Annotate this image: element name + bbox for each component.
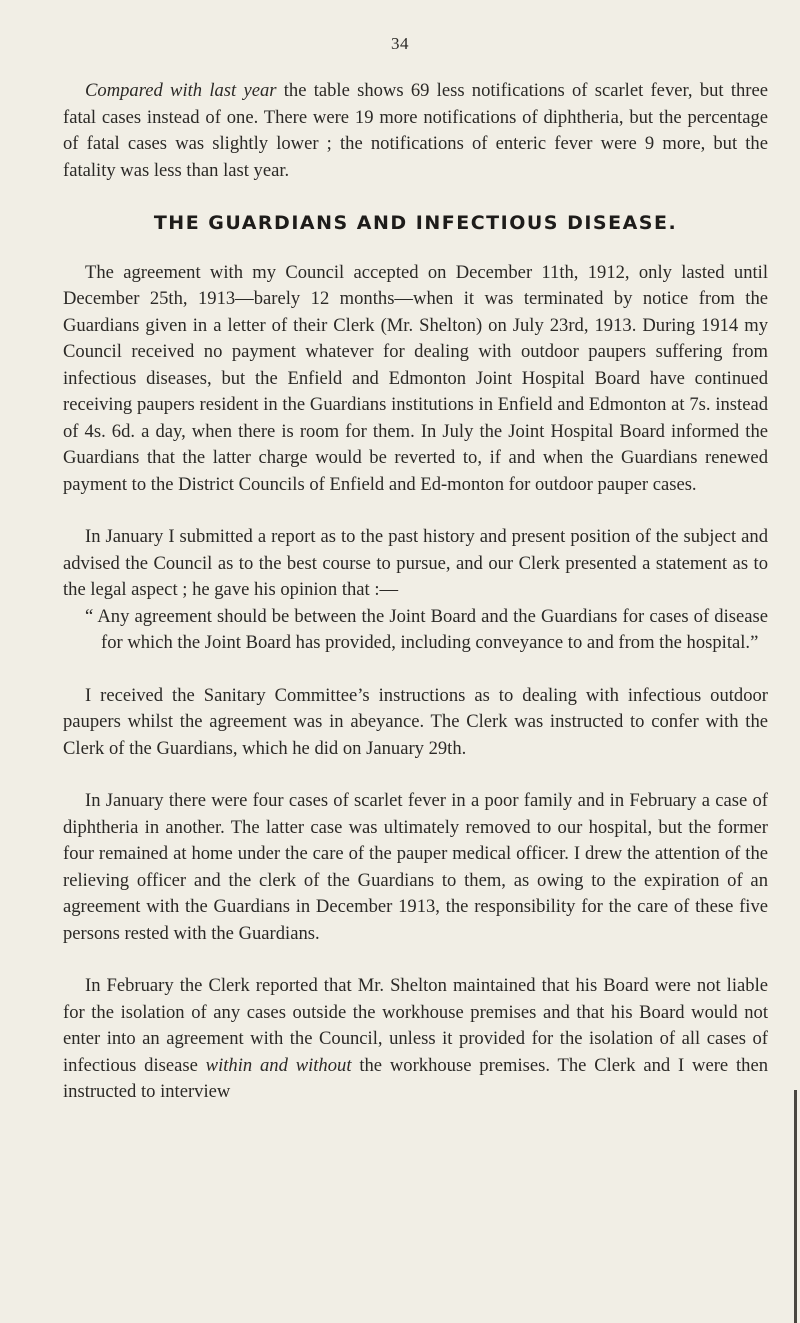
page-body (63, 78, 768, 1106)
section-heading: THE GUARDIANS AND INFECTIOUS DISEASE. (153, 212, 678, 234)
block-quote: “ Any agreement should be between the Joint Board and the Guardians for cases of disease for which the Joint Board has provided, including conveyance to and from the hospital.” (85, 605, 768, 653)
paragraph-agreement: The agreement with my Council accepted on December 11th, 1912, only lasted until December 25th, 1913—barely 12 months—when it was terminated by notice from the Guardians given in a letter of their Clerk (Mr. Shelton) on July 23rd, 1913. During 1914 my Council received no payment whatever for dealing with outdoor paupers suffering from infectious diseases, but the Enfield and Edmonton Joint Hospital Board have continued receiving paupers resident in the Guardians institutions in Enfield and Edmonton at 7s. instead of 4s. 6d. a day, when there is room for them. In July the Joint Hospital Board informed the Guardians that the latter charge would be reverted to, if and when the Guardians renewed payment to the District Councils of Enfield and Ed-monton for outdoor pauper cases. (63, 261, 768, 495)
paragraph-lead-italic: Compared with last year (85, 80, 277, 101)
page-number: 34 (391, 34, 409, 53)
page-edge-rule (794, 1090, 797, 1323)
paragraph-february-report (63, 973, 768, 1106)
paragraph-scarlet-fever-cases: In January there were four cases of scarlet fever in a poor family and in February a case of diphtheria in another. The latter case was ultimately removed to our hospital, but the former four remained at home under the care of the pauper medical officer. I drew the attention of the relieving officer and the clerk of the Guardians to them, as owing to the expiration of an agreement with the Guardians in December 1913, the responsibility for the care of these five persons rested with the Guardians. (63, 790, 768, 944)
paragraph-text: the table shows 69 less notifications of scarlet fever, but three fatal cases instead of one. There were 19 more notifications of diphtheria, but the percentage of fatal cases was slightly lower ; the notifications of enteric fever were 9 more, but the fatality was less than last year. (63, 80, 768, 181)
paragraph-sanitary-committee: I received the Sanitary Committee’s instructions as to dealing with infectious outdoor paupers whilst the agreement was in abeyance. The Clerk was instructed to confer with the Clerk of the Guardians, which he did on January 29th. (63, 684, 768, 759)
paragraph-text: In February the Clerk reported that Mr. Shelton maintained that his Board were not liable for the isolation of any cases outside the workhouse premises and that his Board would not enter into an agreement with the Council, unless it provided for the isolation of all cases of infectious disease (63, 975, 768, 1076)
paragraph-january-report: In January I submitted a report as to the past history and present position of the subject and advised the Council as to the best course to pursue, and our Clerk presented a statement as to the legal aspect ; he gave his opinion that :— (63, 526, 768, 600)
paragraph-text: the workhouse premises. The Clerk and I were then instructed to interview (63, 1054, 769, 1102)
paragraph-comparison (63, 78, 768, 184)
emphasis-text: within and without (205, 1054, 352, 1076)
